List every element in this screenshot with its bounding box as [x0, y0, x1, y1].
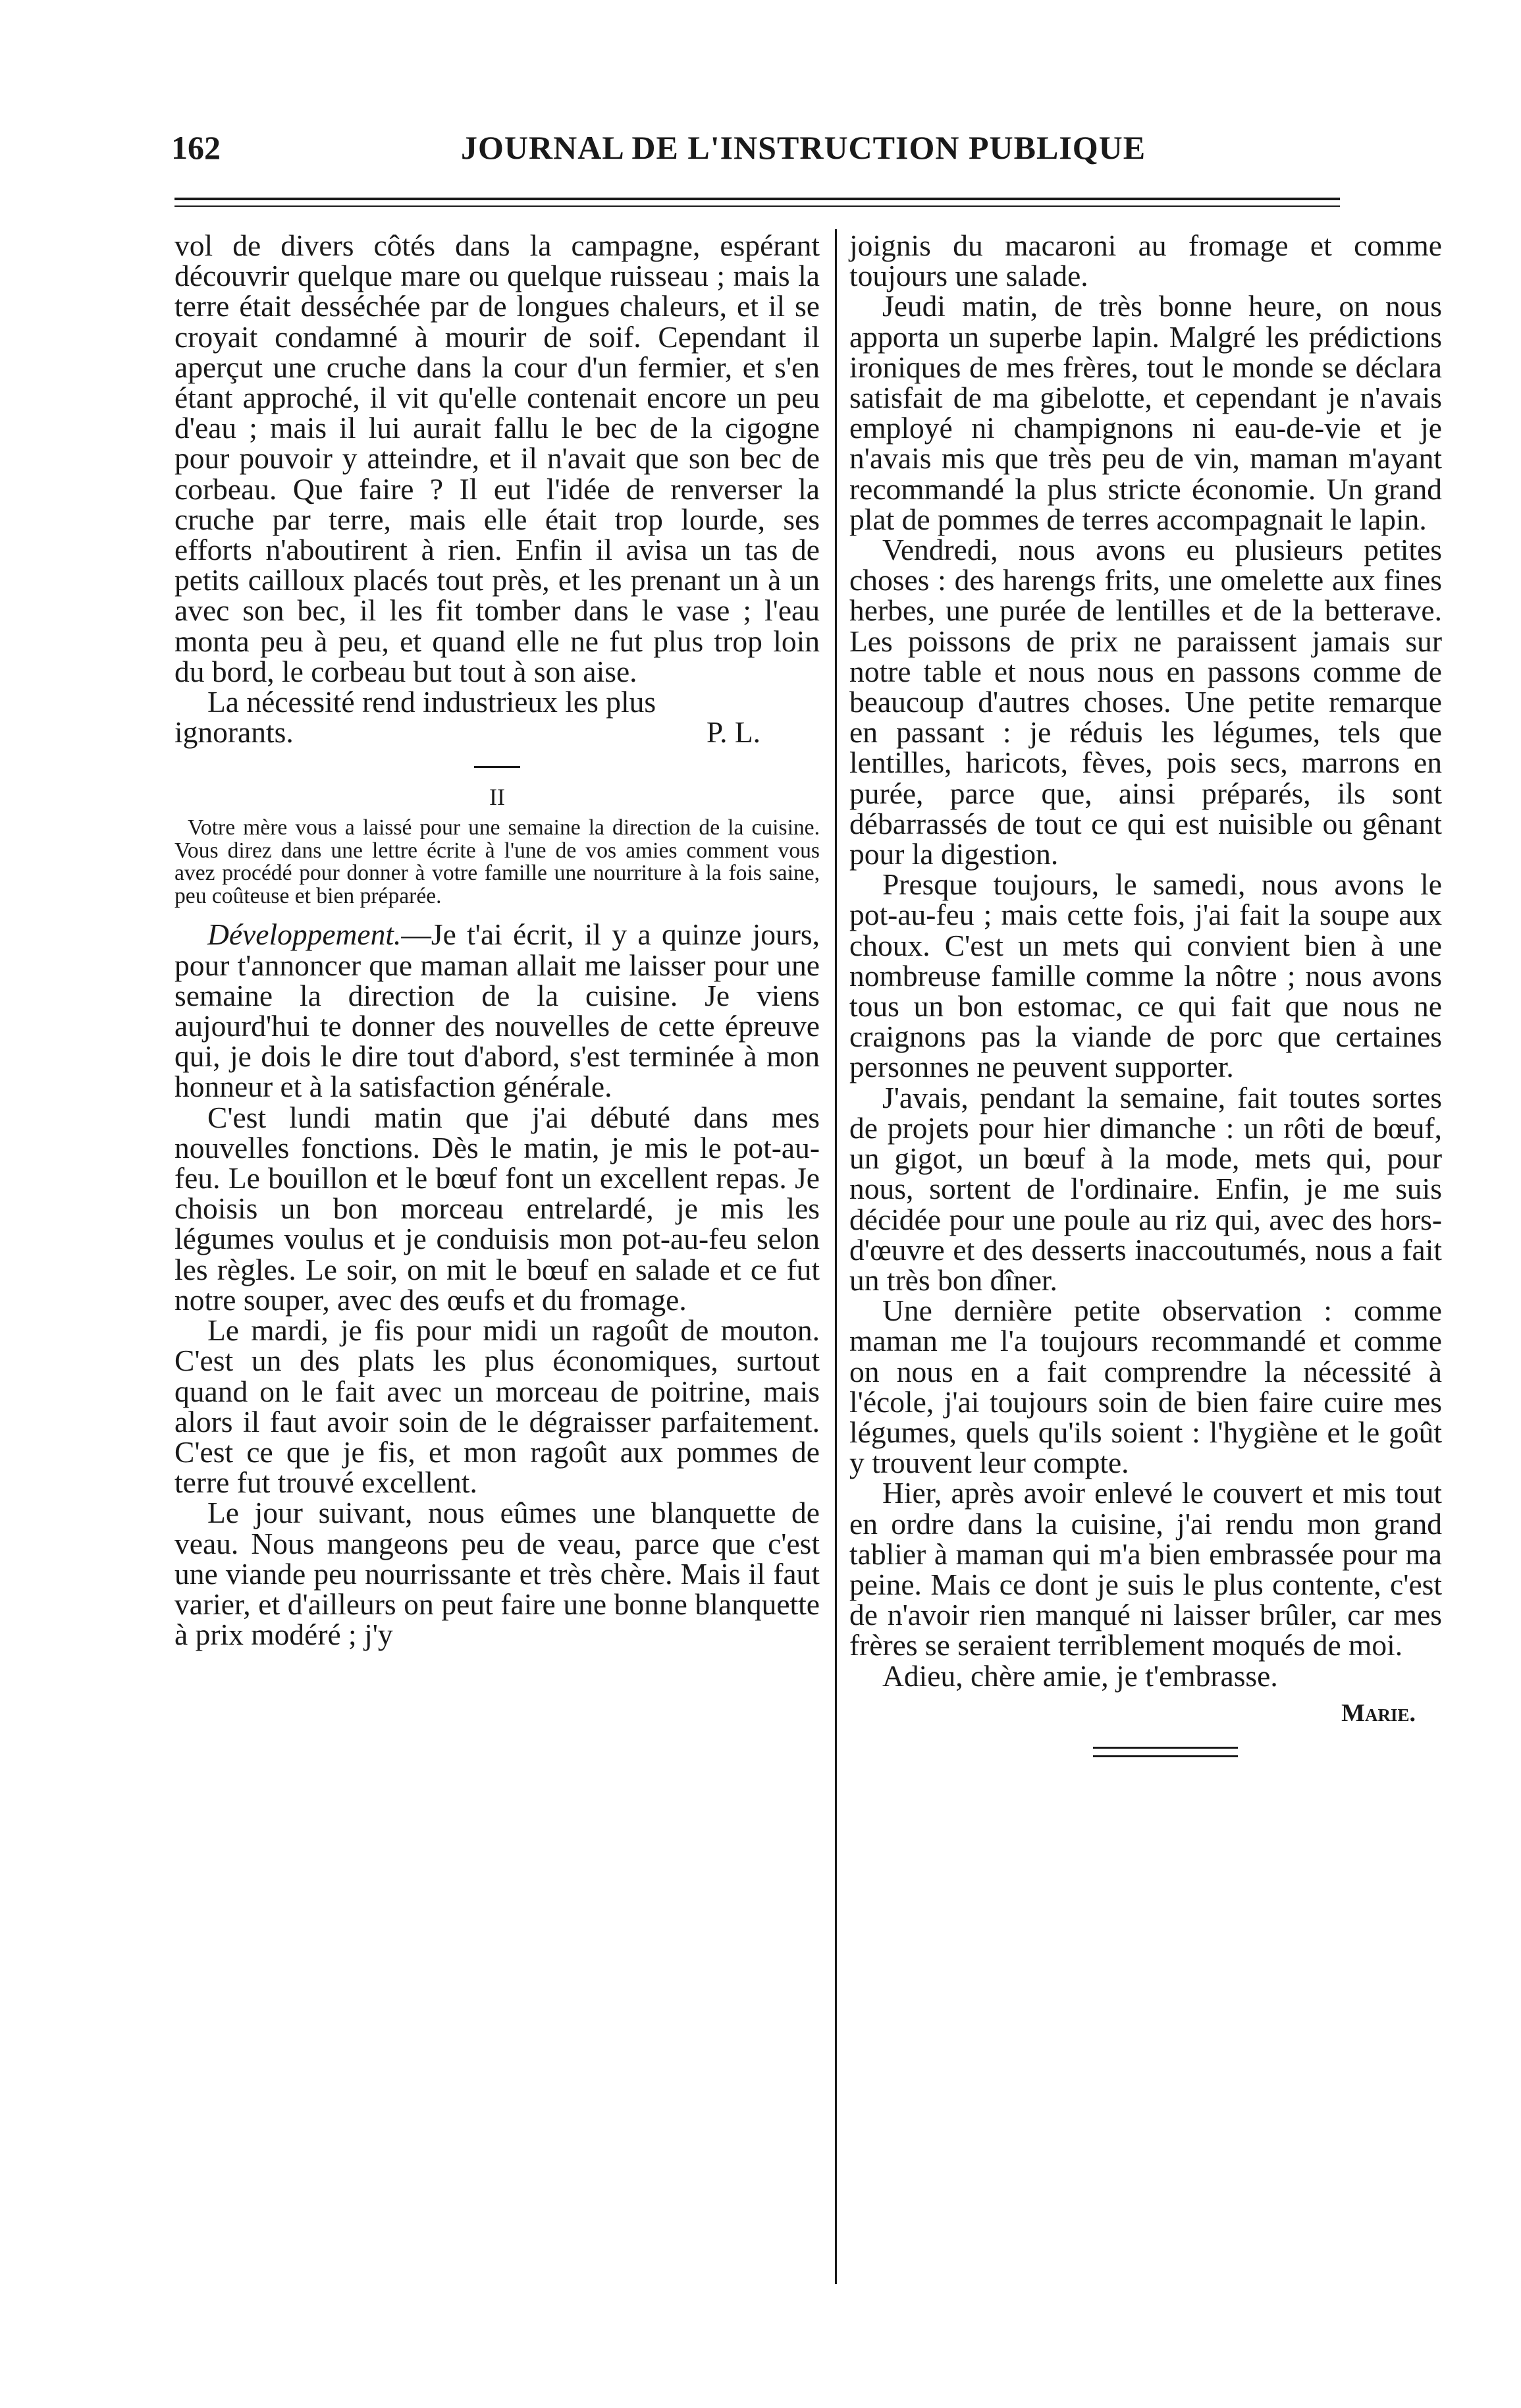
paragraph-samedi: Presque toujours, le samedi, nous avons le pot-au-feu ; mais cette fois, j'ai fait la soupe aux choux. C'est un mets qui convient bien à une nombreuse famille comme la nôtre ; nous avons tous un bon estomac, ce qui fait que nous ne craignons pas la viande de porc que certaines personnes ne peuvent supporter.: [849, 867, 1442, 1084]
column-separator: [835, 229, 837, 2284]
page-number: 162: [171, 129, 221, 166]
paragraph-jeudi: Jeudi matin, de très bonne heure, on nous apporta un superbe lapin. Malgré les prédictions ironiques de mes frères, tout le monde se déclara satisfait de ma gibelotte, et cependant je n'avais employé ni champignons ni eau-de-vie et je n'avais mis que très peu de vin, maman m'ayant recommandé la plus stricte économie. Un grand plat de pommes de terres accompagnait le lapin.: [849, 289, 1442, 536]
end-rule-line: [1093, 1747, 1238, 1749]
header-rule-thin: [174, 205, 1340, 207]
section-divider: [474, 766, 520, 768]
right-column: [849, 231, 1442, 1764]
paragraph-projets: J'avais, pendant la semaine, fait toutes sortes de projets pour hier dimanche : un rôti de bœuf, un gigot, un bœuf à la mode, mets qui, pour nous, sortent de l'ordinaire. Enfin, je me suis décidée pour une poule au riz qui, avec des hors-d'œuvre et des desserts inaccoutumés, nous a fait un très bon dîner.: [849, 1080, 1442, 1297]
fable-paragraph: vol de divers côtés dans la campagne, espérant découvrir quelque mare ou quelque ruisseau ; mais la terre était desséchée par de longues chaleurs, et il se croyait condamné à mourir de soif. Cependant il aperçut une cruche dans la cour d'un fermier, et s'en étant approché, il vit qu'elle contenait encore un peu d'eau ; mais il lui aurait fallu le bec de la cigogne pour pouvoir y atteindre, et il n'avait que son bec de corbeau. Que faire ? Il eut l'idée de renverser la cruche par terre, mais elle était trop lourde, ses efforts n'aboutirent à rien. Enfin il avisa un tas de petits cailloux placés tout près, et les prenant un à un avec son bec, il les fit tomber dans le vase ; l'eau monta peu à peu, et quand elle ne fut plus trop loin du bord, le corbeau but tout à son aise.: [174, 229, 820, 688]
paragraph-lundi: C'est lundi matin que j'ai débuté dans mes nouvelles fonctions. Dès le matin, je mis le pot-au-feu. Le bouillon et le bœuf font un excellent repas. Je choisis un bon morceau entrelardé, je mis les légumes voulus et je conduisis mon pot-au-feu selon les règles. Le soir, on mit le bœuf en salade et ce fut notre souper, avec des œufs et du fromage.: [174, 1100, 820, 1317]
letter-signature: Marie.: [1341, 1699, 1416, 1727]
left-column: [174, 231, 820, 1650]
moral-line-end: ignorants.: [174, 715, 294, 750]
moral-line: La nécessité rend industrieux les plus: [207, 685, 656, 719]
author-signature: P. L.: [706, 715, 761, 750]
development-paragraph: [174, 919, 820, 1102]
page-header: [171, 128, 1337, 181]
paragraph-vendredi: Vendredi, nous avons eu plusieurs petites choses : des harengs frits, une omelette aux fines herbes, une purée de lentilles et de la betterave. Les poissons de prix ne paraissent jamais sur notre table et nous nous en passons comme de beaucoup d'autres choses. Une petite remarque en passant : je réduis les légumes, tels que lentilles, haricots, fèves, pois secs, marrons en purée, parce que, ainsi préparés, ils sont débarrassés de tout ce qui est nuisible ou gênant pour la digestion.: [849, 533, 1442, 871]
prompt-text: Votre mère vous a laissé pour une semaine la direction de la cuisine. Vous direz dans une lettre écrite à l'une de vos amies comment vous avez procédé pour donner à votre famille une nourriture à la fois saine, peu coûteuse et bien préparée.: [174, 815, 820, 908]
paragraph-observation: Une dernière petite observation : comme maman me l'a toujours recommandé et comme on nous en a fait comprendre la nécessité à l'école, j'ai toujours soin de bien faire cuire mes légumes, quels qu'ils soient : l'hygiène et le goût y trouvent leur compte.: [849, 1294, 1442, 1480]
paragraph-hier: Hier, après avoir enlevé le couvert et mis tout en ordre dans la cuisine, j'ai rendu mon grand tablier à maman qui m'a bien embrassée pour ma peine. Mais ce dont je suis le plus contente, c'est de n'avoir rien manqué ni laisser brûler, car mes frères se seraient terriblement moqués de moi.: [849, 1476, 1442, 1662]
section-number: II: [489, 784, 505, 811]
header-rule: [174, 198, 1340, 200]
paragraph-mercredi: Le jour suivant, nous eûmes une blanquette de veau. Nous mangeons peu de veau, parce que c'est une viande peu nourrissante et très chère. Mais il faut varier, et d'ailleurs on peut faire une bonne blanquette à prix modéré ; j'y: [174, 1496, 820, 1652]
paragraph-adieu: Adieu, chère amie, je t'embrasse.: [882, 1658, 1278, 1693]
moral-sign-row: [174, 717, 767, 748]
exercise-prompt: [174, 817, 820, 908]
development-lead: Développement.: [207, 917, 402, 952]
journal-title: JOURNAL DE L'INSTRUCTION PUBLIQUE: [461, 129, 1146, 166]
development-text: —Je t'ai écrit, il y a quinze jours, pour t'annoncer que maman allait me laisser pour une semaine la direction de la cuisine. Je viens aujourd'hui te donner des nouvelles de cette épreuve qui, je dois le dire tout d'abord, s'est terminée à mon honneur et à la satisfaction générale.: [174, 917, 820, 1104]
end-rule-line: [1093, 1755, 1238, 1757]
end-rule: [1093, 1747, 1238, 1757]
paragraph-continued: joignis du macaroni au fromage et comme toujours une salade.: [849, 229, 1442, 293]
paragraph-mardi: Le mardi, je fis pour midi un ragoût de mouton. C'est un des plats les plus économiques, surtout quand on le fait avec un morceau de poitrine, mais alors il faut avoir soin de le dégraisser parfaitement. C'est ce que je fis, et mon ragoût aux pommes de terre fut trouvé excellent.: [174, 1313, 820, 1500]
